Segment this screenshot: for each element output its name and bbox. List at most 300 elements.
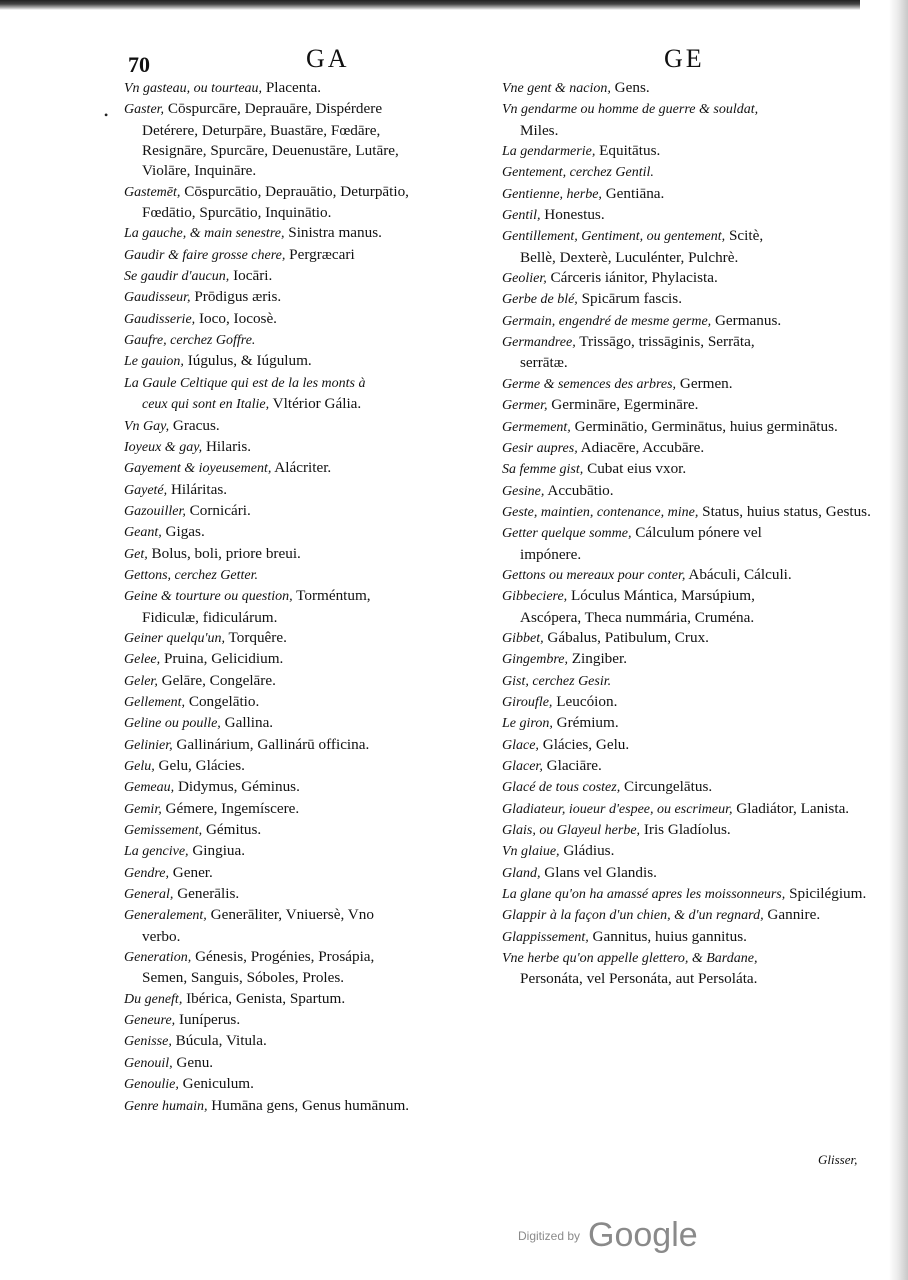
entry-headword: Gemir, [124,801,162,817]
entry-latin: Gener. [168,863,213,881]
entry-latin: Germinātio, Germinātus, huius germinātus. [570,417,838,435]
entry-line [502,99,842,120]
entry-headword: Germandree, [502,335,576,351]
entry-latin: Gracus. [169,416,220,434]
dictionary-entry [502,884,867,905]
dictionary-entry [502,438,842,459]
entry-line [124,161,494,181]
dictionary-entry [502,523,842,565]
dictionary-entry [502,502,871,523]
entry-latin: Zingiber. [567,650,628,668]
entry-latin: Lóculus Mántica, Marsúpium, [567,587,755,605]
left-column-header: GA [306,44,350,73]
entry-headword: Gesir aupres, [502,440,578,456]
entry-latin: Cornicári. [185,501,251,519]
entry-latin: Bellè, Dexterè, Luculénter, Pulchrè. [520,248,739,266]
entry-line [124,223,494,244]
entry-latin: Gigas. [161,523,205,541]
entry-headword: Gladiateur, ioueur d'espee, ou escrimeur, [502,801,733,817]
entry-line [502,502,871,523]
entry-latin: Abáculi, Cálculi. [685,565,792,583]
entry-headword: Gaudisserie, [124,311,196,327]
entry-latin: Gallina. [220,714,274,732]
entry-line [124,989,494,1010]
dictionary-entry [124,1053,494,1074]
entry-line [502,927,842,948]
dictionary-entry [502,268,842,289]
entry-latin: serrātæ. [520,354,568,372]
entry-line [124,1053,494,1074]
page-number: 70 [128,52,150,77]
entry-line [502,692,842,713]
entry-headword: Glappissement, [502,929,589,945]
dictionary-entry [124,671,494,692]
entry-headword: Gaudisseur, [124,290,191,306]
entry-latin: Cárceris iánitor, Phylacista. [546,269,718,287]
entry-line [502,545,842,565]
entry-latin: Congelātio. [185,692,260,710]
entry-line [502,78,842,99]
entry-latin: Pruina, Gelicidium. [160,650,284,668]
dictionary-entry [124,437,494,458]
entry-headword: Giroufle, [502,694,553,710]
entry-headword: Genre humain, [124,1098,208,1114]
entry-headword: Gemeau, [124,780,175,796]
entry-line [502,756,842,777]
dictionary-entry [124,586,494,628]
dictionary-entry [124,799,494,820]
dictionary-entry [502,841,842,862]
entry-line [502,395,842,416]
dictionary-entry [124,989,494,1010]
entry-headword: La gauche, & main senestre, [124,226,285,242]
entry-line [124,671,494,692]
dictionary-entry [124,1010,494,1031]
entry-headword: Gendre, [124,865,169,881]
entry-line [502,969,842,989]
entry-latin: Genu. [172,1053,214,1071]
entry-line [502,226,842,247]
entry-latin: Detérere, Deturpāre, Buastāre, Fœdāre, [142,121,381,139]
entry-latin: Spicilégium. [785,885,867,903]
dictionary-entry [124,544,494,565]
entry-headword: Le gauion, [124,354,184,370]
entry-headword: Gaudir & faire grosse chere, [124,247,286,263]
entry-headword: Gazouiller, [124,503,186,519]
entry-line [124,480,494,501]
entry-line [502,311,842,332]
entry-line [502,820,842,841]
entry-headword: General, [124,887,174,903]
dictionary-entry [124,330,494,351]
entry-headword: Gingembre, [502,652,568,668]
entry-latin: Iúgulus, & Iúgulum. [183,352,312,370]
entry-latin: Generālis. [173,885,240,903]
entry-latin: Gannitus, huius gannitus. [588,927,747,945]
entry-line [502,713,842,734]
digitized-by-text: Digitized by [518,1229,581,1243]
dictionary-entry [124,78,494,99]
entry-headword: Germer, [502,398,548,414]
dictionary-entry [502,226,842,268]
entry-headword: La glane qu'on ha amassé apres les moissonneurs, [502,887,786,903]
entry-latin: Ascópera, Theca nummária, Cruména. [520,608,755,626]
entry-line [502,289,842,310]
entry-latin: Glans vel Glandis. [540,863,657,881]
dictionary-entry [124,820,494,841]
entry-line [124,905,494,926]
entry-line [502,905,842,926]
entry-line [502,141,842,162]
entry-line [124,121,494,141]
entry-line [124,713,494,734]
entry-line [124,245,494,266]
entry-headword: Se gaudir d'aucun, [124,269,230,285]
dictionary-entry [502,99,842,141]
entry-line [124,501,494,522]
dictionary-entry [502,735,842,756]
entry-headword: Glace, [502,737,539,753]
entry-line [124,565,494,586]
entry-headword: Ioyeux & gay, [124,439,203,455]
entry-headword: Gellement, [124,694,186,710]
entry-headword: Geine & tourture ou question, [124,589,293,605]
entry-headword: Geant, [124,525,162,541]
entry-latin: Glaciāre. [542,757,602,774]
entry-latin: Gémitus. [202,821,262,839]
entry-line [124,437,494,458]
dictionary-entry [502,565,842,586]
dictionary-entry [124,309,494,330]
entry-line [502,735,842,756]
google-logo: Google [588,1216,698,1254]
entry-headword: Gesine, [502,483,545,499]
entry-line [502,523,842,544]
entry-line [502,628,842,649]
entry-line [124,416,494,437]
entry-latin: Hiláritas. [167,480,228,498]
dictionary-entry [124,245,494,266]
entry-latin: Equitātus. [595,142,661,160]
dictionary-entry [124,458,494,479]
entry-headword: Gland, [502,865,541,881]
dictionary-entry [124,905,494,947]
entry-line [502,121,842,141]
entry-latin: verbo. [142,927,181,945]
entry-headword: Gentillement, Gentiment, ou gentement, [502,229,726,245]
entry-headword: Generation, [124,950,192,966]
entry-headword: Germe & semences des arbres, [502,376,677,392]
dictionary-entry [124,692,494,713]
entry-line [124,458,494,479]
entry-headword: Glacer, [502,759,543,774]
entry-headword: Gentienne, herbe, [502,186,602,202]
entry-headword: Genoulie, [124,1077,179,1093]
entry-line [502,948,842,969]
entry-latin: Miles. [520,121,559,139]
entry-headword: Gerbe de blé, [502,292,578,308]
entry-line [124,1010,494,1031]
entry-line [502,353,842,373]
dictionary-entry [124,841,494,862]
left-column [124,78,494,1117]
right-column-header: GE [664,44,705,73]
dictionary-entry [502,205,842,226]
dictionary-entry [124,1096,494,1117]
entry-line [502,184,842,205]
entry-latin: Fœdātio, Spurcātio, Inquinātio. [142,204,332,222]
entry-headword: Gelu, [124,759,155,774]
dictionary-entry [502,799,850,820]
entry-latin: Status, huius status, Gestus. [698,502,871,520]
entry-latin: Gladiátor, Lanista. [732,799,850,817]
dictionary-entry [124,884,494,905]
entry-latin: Gannire. [763,906,821,924]
dictionary-entry [124,735,494,756]
entry-line [124,141,494,161]
dictionary-entry [502,777,842,798]
dictionary-entry [502,820,842,841]
entry-headword: Gayement & ioyeusement, [124,461,272,477]
dictionary-entry [502,905,842,926]
entry-line [502,608,842,628]
entry-line [124,309,494,330]
entry-line [502,205,842,226]
entry-headword: Sa femme gist, [502,462,584,478]
entry-headword: Getter quelque somme, [502,526,632,542]
entry-line [502,248,842,268]
entry-line [124,203,494,223]
dictionary-entry [502,141,842,162]
dictionary-entry [124,480,494,501]
entry-headword: Gettons, cerchez Getter. [124,567,258,583]
entry-latin: Búcula, Vitula. [171,1032,267,1050]
entry-line [124,351,494,372]
dictionary-entry [502,692,842,713]
entry-line [124,586,494,607]
dictionary-entry [124,99,494,181]
entry-line [124,649,494,670]
scan-top-edge [0,0,908,10]
entry-headword: Geler, [124,673,158,689]
entry-line [124,820,494,841]
dictionary-entry [124,373,494,416]
entry-headword: Geiner quelqu'un, [124,630,225,646]
entry-line [124,628,494,649]
scan-right-edge [860,0,908,1280]
right-column [502,78,871,990]
dictionary-entry [502,756,842,777]
dictionary-entry [502,586,842,628]
entry-latin: Generāliter, Vniuersè, Vno [206,906,374,924]
entry-latin: Cubat eius vxor. [583,460,687,478]
entry-latin: Germināre, Egermināre. [547,396,699,414]
dictionary-entry [502,289,842,310]
entry-latin: Bolus, boli, priore breui. [147,544,301,562]
entry-latin: Humāna gens, Genus humānum. [207,1096,410,1114]
entry-line [124,756,494,777]
dictionary-entry [502,459,842,480]
entry-latin: Gentiāna. [601,184,665,202]
entry-latin: Fidiculæ, fidiculárum. [142,608,278,626]
entry-line [502,459,842,480]
entry-latin: Spicārum fascis. [577,290,682,308]
dictionary-entry [502,374,842,395]
entry-headword: Geline ou poulle, [124,716,221,732]
entry-latin: Prōdigus æris. [190,288,282,306]
dictionary-entry [502,184,842,205]
entry-line [124,947,494,968]
entry-latin: Cōspurcāre, Deprauāre, Dispérdere [164,100,383,118]
dictionary-entry [502,649,842,670]
dictionary-entry [502,78,842,99]
entry-headword: La Gaule Celtique qui est de la les monts à [124,375,366,391]
dictionary-entry [124,287,494,308]
entry-line [124,777,494,798]
dictionary-entry [124,863,494,884]
entry-headword: ceux qui sont en Italie, [142,397,270,413]
entry-headword: Gist, cerchez Gesir. [502,673,612,689]
entry-latin: Génesis, Progénies, Prosápia, [191,948,375,966]
entry-latin: impónere. [520,545,582,563]
entry-latin: Iuníperus. [175,1011,241,1029]
entry-headword: Get, [124,546,148,562]
entry-latin: Torquêre. [224,628,287,646]
entry-headword: Vn gendarme ou homme de guerre & souldat, [502,102,759,118]
entry-line [124,287,494,308]
entry-latin: Placenta. [262,79,322,96]
entry-latin: Alácriter. [271,459,332,477]
dictionary-entry [502,162,842,183]
catchword: Glisser, [818,1152,858,1167]
entry-headword: Geste, maintien, contenance, mine, [502,504,699,520]
entry-headword: Gaster, [124,102,165,118]
entry-line [502,799,850,820]
entry-latin: Cōspurcātio, Deprauātio, Deturpātio, [180,182,409,200]
entry-latin: Gládius. [559,842,615,860]
entry-headword: Gastemēt, [124,184,181,200]
dictionary-entry [502,713,842,734]
entry-latin: Circungelātus. [620,778,713,796]
entry-line [124,608,494,628]
entry-headword: Vn Gay, [124,418,170,434]
entry-latin: Accubātio. [544,481,614,499]
entry-latin: Personáta, vel Personáta, aut Persoláta. [520,970,758,988]
entry-line [502,332,842,353]
entry-line [124,863,494,884]
entry-latin: Honestus. [540,206,605,224]
entry-line [124,841,494,862]
dictionary-entry [502,927,842,948]
entry-headword: Germain, engendré de mesme germe, [502,313,712,329]
entry-line [124,968,494,988]
entry-line [124,373,494,394]
entry-line [124,1074,494,1095]
dictionary-entry [124,522,494,543]
entry-line [502,162,842,183]
entry-latin: Glácies, Gelu. [538,735,630,753]
dictionary-entry [124,649,494,670]
entry-latin: Hilaris. [202,437,252,455]
entry-latin: Germen. [676,374,733,392]
entry-headword: Genouil, [124,1055,173,1071]
dictionary-entry [124,1074,494,1095]
entry-headword: Generalement, [124,908,207,924]
dictionary-entry [124,777,494,798]
entry-latin: Gelu, Glácies. [154,757,245,774]
dictionary-entry [124,1031,494,1052]
entry-headword: Geolier, [502,271,547,287]
entry-line [502,586,842,607]
dictionary-entry [124,565,494,586]
entry-latin: Iris Gladíolus. [640,821,731,839]
entry-line [124,522,494,543]
entry-line [124,330,494,351]
entry-latin: Violāre, Inquināre. [142,162,257,180]
dictionary-entry [502,628,842,649]
entry-headword: Gentil, [502,208,541,224]
entry-latin: Vltérior Gália. [269,395,362,413]
entry-line [124,99,494,120]
entry-latin: Trissāgo, trissāginis, Serrāta, [575,333,755,351]
entry-line [502,884,867,905]
entry-headword: Vn gasteau, ou tourteau, [124,81,263,96]
dictionary-entry [124,416,494,437]
entry-headword: Gibbeciere, [502,589,568,605]
entry-line [502,268,842,289]
entry-headword: Genisse, [124,1034,172,1050]
dictionary-entry [502,671,842,692]
entry-latin: Sinistra manus. [284,224,382,242]
entry-line [502,863,842,884]
entry-latin: Semen, Sanguis, Sóboles, Proles. [142,969,345,987]
entry-latin: Geniculum. [178,1075,254,1093]
dictionary-entry [124,756,494,777]
entry-line [502,671,842,692]
dictionary-entry [502,395,842,416]
margin-bullet-mark: • [104,108,109,122]
dictionary-entry [502,311,842,332]
entry-line [124,78,494,99]
entry-headword: Germement, [502,419,571,435]
entry-headword: Geneure, [124,1013,176,1029]
entry-headword: Glais, ou Glayeul herbe, [502,823,641,839]
entry-line [502,374,842,395]
entry-line [124,266,494,287]
entry-latin: Gábalus, Patibulum, Crux. [543,628,709,646]
entry-line [502,649,842,670]
entry-line [502,481,842,502]
entry-latin: Didymus, Géminus. [174,778,300,796]
entry-latin: Ibérica, Genista, Spartum. [182,989,346,1007]
entry-line [124,799,494,820]
entry-line [502,777,842,798]
entry-headword: Gelee, [124,652,161,668]
entry-headword: Glappir à la façon d'un chien, & d'un regnard, [502,908,764,924]
entry-headword: Vne herbe qu'on appelle glettero, & Bardane, [502,951,758,967]
entry-headword: Gettons ou mereaux pour conter, [502,567,686,583]
dictionary-entry [124,351,494,372]
dictionary-entry [502,863,842,884]
entry-line [502,841,842,862]
entry-headword: La gencive, [124,844,189,860]
dictionary-entry [124,947,494,989]
dictionary-entry [502,948,842,990]
dictionary-entry [502,332,842,374]
entry-headword: La gendarmerie, [502,144,596,160]
dictionary-entry [124,182,494,224]
entry-headword: Gentement, cerchez Gentil. [502,165,654,181]
